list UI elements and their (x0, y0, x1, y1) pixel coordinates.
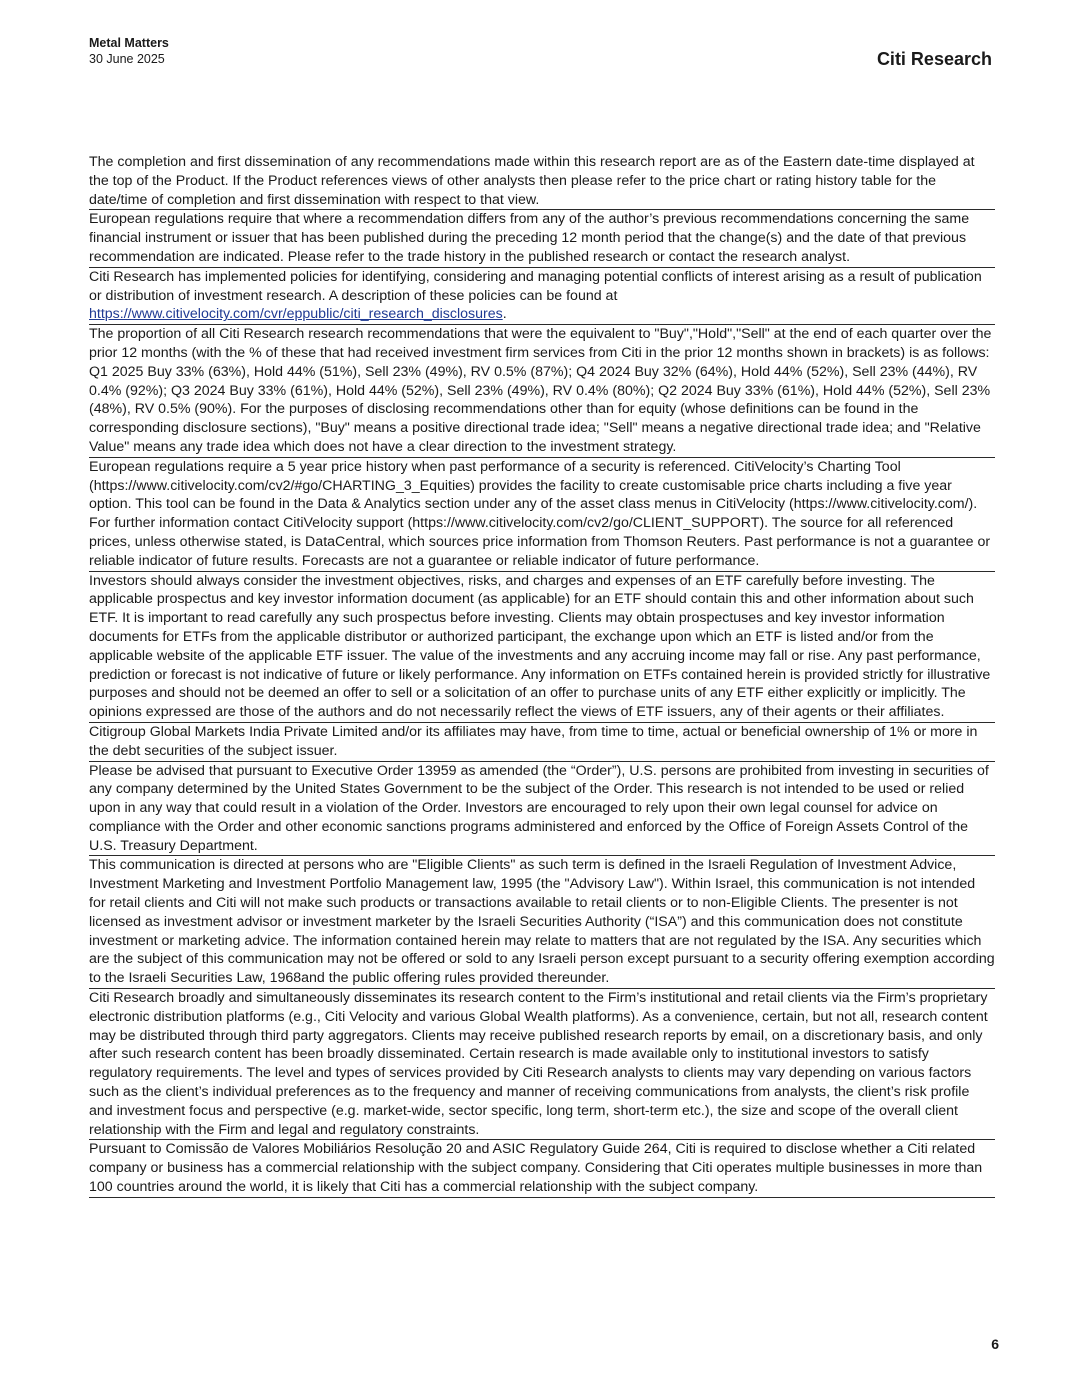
page-header (89, 36, 992, 76)
disclosure-text: This communication is directed at persons who are "Eligible Clients" as such term is defined in the Israeli Regulation of Investment Advice, Investment Marketing and Investment Portfolio Management law, 1995 (the "Advisory Law"). Within Israel, this communication is not intended for retail clients and Citi will not make such products or transactions available to retail clients or to non-Eligible Clients. The presenter is not licensed as investment advisor or investment marketer by the Israeli Securities Authority (“ISA”) and this communication does not constitute investment or marketing advice. The information contained herein may relate to matters that are not regulated by the ISA. Any securities which are the subject of this communication may not be offered or sold to any Israeli person except pursuant to a security offering exemption according to the Israeli Securities Law, 1968and the public offering rules provided thereunder. (89, 857, 995, 987)
publication-title: Metal Matters (89, 36, 169, 50)
disclosure-distribution (89, 989, 995, 1140)
brand-logo-text: Citi Research (876, 49, 992, 69)
disclosure-sections (89, 153, 995, 1198)
disclosure-commercial-relationship (89, 1140, 995, 1197)
disclosure-recommendation-changes (89, 210, 995, 267)
disclosures-link[interactable]: https://www.citivelocity.com/cvr/eppublic/citi_research_disclosures (89, 306, 503, 323)
disclosure-text: European regulations require that where a recommendation differs from any of the author’s previous recommendations concerning the same financial instrument or issuer that has been published during the preceding 12 month period that the change(s) and the date of that previous recommendation are indicated. Please refer to the trade history in the published research or contact the research analyst. (89, 211, 970, 265)
disclosure-israel (89, 856, 995, 989)
disclosure-text: Please be advised that pursuant to Executive Order 13959 as amended (the “Order”), U.S. persons are prohibited from investing in securities of any company determined by the United States Government to be the subject of the Order. This research is not intended to be used or relied upon in any way that could result in a violation of the Order. Investors are encouraged to rely upon their own legal counsel for advice on compliance with the Order and other economic sanctions programs administered and enforced by the Office of Foreign Assets Control of the U.S. Treasury Department. (89, 762, 989, 854)
publication-date: 30 June 2025 (89, 52, 165, 66)
disclosure-text: The proportion of all Citi Research research recommendations that were the equivalent to "Buy","Hold","Sell" at the end of each quarter over the prior 12 months (with the % of these that had received investment firm services from Citi in the prior 12 months shown in brackets) is as follows: Q1 2025 Buy 33% (63%), Hold 44% (51%), Sell 23% (49%), RV 0.5% (87%); Q4 2024 Buy 32% (64%), Hold 44% (52%), Sell 23% (44%), RV 0.4% (92%); Q3 2024 Buy 33% (61%), Hold 44% (52%), Sell 23% (49%), RV 0.4% (80%); Q2 2024 Buy 33% (61%), Hold 44% (52%), Sell 23% (48%), RV 0.5% (90%). For the purposes of disclosing recommendations other than for equity (whose definitions can be found in the corresponding disclosure sections), "Buy" means a positive directional trade idea; "Sell" means a negative directional trade idea; and "Relative Value" means any trade idea which does not have a clear direction to the investment strategy. (89, 326, 992, 455)
page-number: 6 (991, 1336, 999, 1352)
disclosure-text: The completion and first dissemination of any recommendations made within this research report are as of the Eastern date-time displayed at the top of the Product. If the Product references views of other analysts then please refer to the price chart or rating history table for the date/time of completion and first dissemination with respect to that view. (89, 154, 975, 208)
disclosure-text: Citi Research broadly and simultaneously disseminates its research content to the Firm’s institutional and retail clients via the Firm’s proprietary electronic distribution platforms (e.g., Citi Velocity and various Global Wealth platforms). As a convenience, certain, but not all, research content may be distributed through third party aggregators. Clients may receive published research reports by email, on a discretionary basis, and only after such research content has been broadly disseminated. Certain research is made available only to institutional investors to satisfy regulatory requirements. The level and types of services provided by Citi Research analysts to clients may vary depending on various factors such as the client’s individual preferences as to the frequency and manner of receiving communications from analysts, the client’s risk profile and investment focus and perspective (e.g. market-wide, sector specific, long term, short-term etc.), the size and scope of the overall client relationship with the Firm and legal and regulatory constraints. (89, 990, 988, 1138)
disclosure-conflicts-of-interest (89, 268, 995, 325)
disclosure-text: Investors should always consider the investment objectives, risks, and charges and expenses of an ETF carefully before investing. The applicable prospectus and key investor information document (as applicable) for an ETF should contain this and other information about such ETF. It is important to read carefully any such prospectus before investing. Clients may obtain prospectuses and key investor information documents for ETFs from the applicable distributor or authorized participant, the exchange upon which an ETF is listed and/or from the applicable website of the applicable ETF issuer. The value of the investments and any accruing income may fall or rise. Any past performance, prediction or forecast is not indicative of future or likely performance. Any information on ETFs contained herein is provided strictly for illustrative purposes and should not be deemed an offer to sell or a solicitation of an offer to purchase units of any ETF either explicitly or implicitly. The opinions expressed are those of the authors and do not necessarily reflect the views of ETF issuers, any of their agents or their affiliates. (89, 572, 991, 721)
disclosure-executive-order (89, 762, 995, 857)
disclosure-recommendation-proportions (89, 325, 995, 458)
disclosure-text: Citigroup Global Markets India Private Limited and/or its affiliates may have, from time to time, actual or beneficial ownership of 1% or more in the debt securities of the subject issuer. (89, 723, 978, 759)
disclosure-text-lead: Citi Research has implemented policies for identifying, considering and managing potential conflicts of interest arising as a result of publication or distribution of investment research. A description of these policies can be found at (89, 268, 982, 304)
disclosure-text (89, 268, 995, 324)
disclosure-text-suffix: . (502, 306, 507, 323)
disclosure-india-ownership (89, 723, 995, 762)
disclosure-completion-timing (89, 153, 995, 210)
disclosure-price-history (89, 458, 995, 572)
disclosure-etf (89, 572, 995, 723)
disclosure-text: Pursuant to Comissão de Valores Mobiliários Resolução 20 and ASIC Regulatory Guide 264, Citi is required to disclose whether a Citi related company or business has a commercial relationship with the subject company. Considering that Citi operates multiple businesses in more than 100 countries around the world, it is likely that Citi has a commercial relationship with the subject company. (89, 1141, 983, 1196)
disclosure-text: European regulations require a 5 year price history when past performance of a security is referenced. CitiVelocity’s Charting Tool (https://www.citivelocity.com/cv2/#go/CHARTING_3_Equities) provides the facility to create customisable price charts including a five year option. This tool can be found in the Data & Analytics section under any of the asset class menus in CitiVelocity (https://www.citivelocity.com/). For further information contact CitiVelocity support (https://www.citivelocity.com/cv2/go/CLIENT_SUPPORT). The source for all referenced prices, unless otherwise stated, is DataCentral, which sources price information from Thomson Reuters. Past performance is not a guarantee or reliable indicator of future results. Forecasts are not a guarantee or reliable indicator of future performance. (89, 458, 991, 569)
